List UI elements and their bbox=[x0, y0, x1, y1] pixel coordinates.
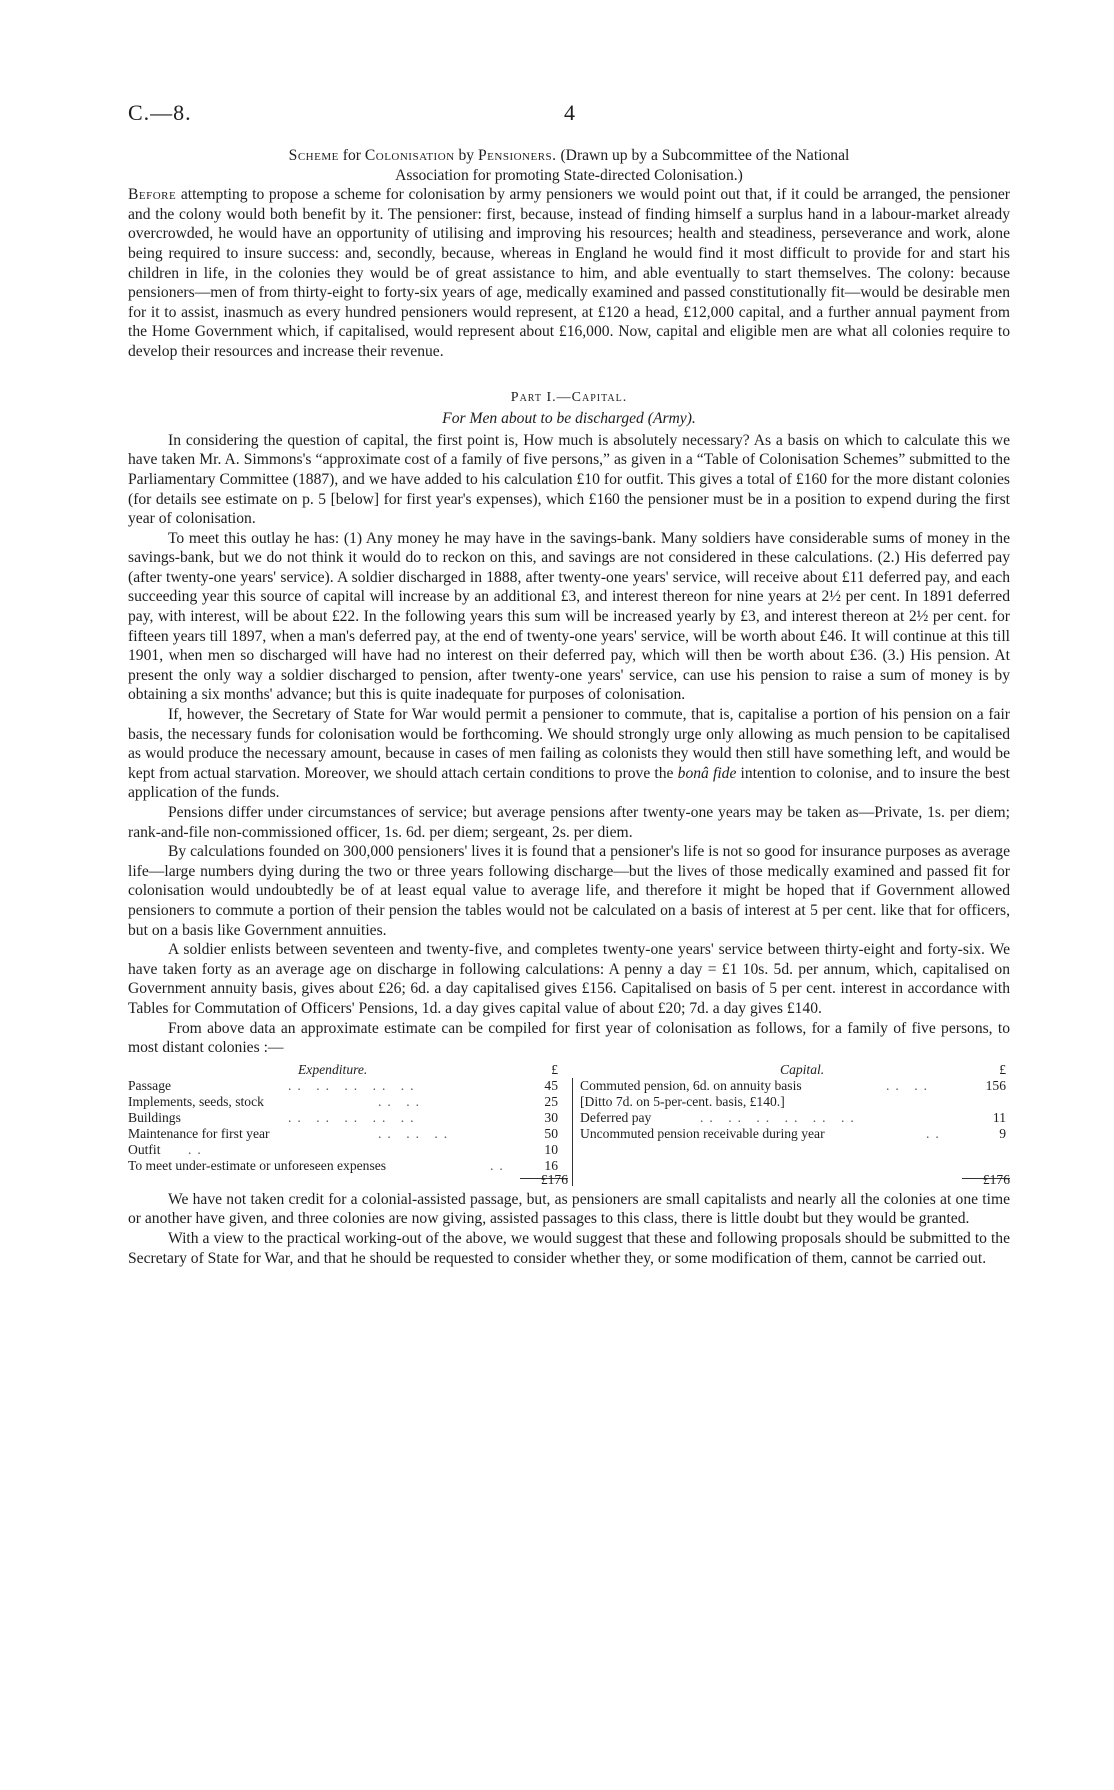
leader-dots: .. .. bbox=[378, 1093, 425, 1109]
capital-label: Deferred pay bbox=[580, 1109, 652, 1125]
expenditure-amount: 50 bbox=[544, 1125, 558, 1141]
intro-text: attempting to propose a scheme for colonisation by army pensioners we would point out that, if it could be arranged, the pensioner and the colony would both benefit by it. The pensioner: first, because, instead of finding himself a surplus hand in a labour-market already overcrowded, he would have an opportunity of utilising and improving his resources; health and steadiness, perseverance and work, alone being required to insure success: and, secondly, because, whereas in England he would find it most difficult to provide for and start his children in life, in the colonies they would be of great assistance to him, and able eventually to start themselves. The colony: because pensioners—men of from thirty-eight to forty-six years of age, medically examined and passed constitutionally fit—would be desirable men for it to assist, inasmuch as every hundred pensioners would represent, at £120 a head, £12,000 capital, and a further annual payment from the Home Government which, if capitalised, would represent about £16,000. Now, capital and eligible men are what all colonies require to develop their resources and increase their revenue. bbox=[128, 186, 1010, 360]
capital-row bbox=[580, 1078, 1010, 1094]
leader-dots: .. .. .. .. .. bbox=[288, 1109, 420, 1125]
expenditure-amount: 30 bbox=[544, 1109, 558, 1125]
commutation-text-a: If, however, the Secretary of State for War would permit a pensioner to commute, that is, capitalise a portion of his pension on a fair basis, the necessary funds for colonisation would be forthcoming. We should strongly urge only allowing as much pension to be capitalised as would produce the necessary amount, because in cases of men failing as colonists they would then still have something left, and would be kept from actual starvation. Moreover, we should attach certain conditions to prove the bbox=[128, 706, 1010, 782]
capital-amount: 156 bbox=[985, 1077, 1006, 1093]
capital-row bbox=[580, 1094, 1010, 1110]
commutation-italic: bonâ fide bbox=[677, 764, 737, 782]
paragraph-pension-rates: Pensions differ under circumstances of service; but average pensions after twenty-one years may be taken as—Private, 1s. per diem; rank-and-file non-commissioned officer, 1s. 6d. per diem; sergeant, 2s. per diem. bbox=[128, 804, 1010, 841]
leader-dots: .. .. bbox=[886, 1077, 933, 1093]
leader-dots: .. .. .. .. .. .. bbox=[700, 1109, 860, 1125]
expenditure-amount: 25 bbox=[544, 1093, 558, 1109]
capital-row bbox=[580, 1126, 1010, 1142]
commutation-text-b: intention to colonise, and to insure the best application of the funds. bbox=[128, 764, 1010, 802]
expenditure-row bbox=[128, 1126, 568, 1142]
expenditure-amount: 16 bbox=[544, 1157, 558, 1173]
intro-paragraph bbox=[128, 185, 1010, 361]
leader-dots: .. .. .. bbox=[378, 1125, 454, 1141]
paragraph-capital-needed: In considering the question of capital, the first point is, How much is absolutely necessary? As a basis on which to calculate this we have taken Mr. A. Simmons's “approximate cost of a family of five persons,” as given in a “Table of Colonisation Schemes” submitted to the Parliamentary Committee (1887), and we have added to his calculation £10 for outfit. This gives a total of £160 for the more distant colonies (for details see estimate on p. 5 [below] for first year's expenses), which £160 the pensioner must be in a position to expend during the first year of colonisation. bbox=[128, 431, 1010, 528]
expenditure-label: Maintenance for first year bbox=[128, 1125, 270, 1141]
document-body bbox=[128, 146, 1010, 1268]
paragraph-commutation bbox=[128, 705, 1010, 803]
paragraph-enlistment: A soldier enlists between seventeen and twenty-five, and completes twenty-one years' service between thirty-eight and forty-six. We have taken forty as an average age on discharge in following calculations: A penny a day = £1 10s. 5d. per annum, which, capitalised on Government annuity basis, gives about £26; 6d. a day capitalised gives £156. Capitalised on basis of 5 per cent. interest in accordance with Tables for Commutation of Officers' Pensions, 1d. a day gives capital value of about £20; 7d. a day gives £140. bbox=[128, 941, 1010, 1017]
capital-heading: Capital. bbox=[780, 1061, 825, 1077]
capital-label: Commuted pension, 6d. on annuity basis bbox=[580, 1077, 802, 1093]
leader-dots: .. bbox=[188, 1141, 207, 1157]
page-number: 4 bbox=[564, 100, 575, 125]
expenditure-row bbox=[128, 1094, 568, 1110]
intro-lead-word: Before bbox=[128, 186, 177, 204]
document-reference: C.—8. bbox=[128, 100, 192, 125]
expenditure-label: Buildings bbox=[128, 1109, 181, 1125]
leader-dots: .. bbox=[926, 1125, 945, 1141]
expenditure-label: Passage bbox=[128, 1077, 172, 1093]
expenditure-row bbox=[128, 1142, 568, 1158]
expenditure-amount: 45 bbox=[544, 1077, 558, 1093]
ledger-divider bbox=[572, 1078, 573, 1186]
title-word-scheme: Scheme bbox=[288, 147, 339, 164]
part-subheading: For Men about to be discharged (Army). bbox=[442, 410, 696, 428]
page-header bbox=[128, 100, 1008, 130]
leader-dots: .. .. .. .. .. bbox=[288, 1077, 420, 1093]
title-line1-rest: (Drawn up by a Subcommittee of the National bbox=[560, 147, 850, 164]
expenditure-row bbox=[128, 1110, 568, 1126]
paragraph-insurance: By calculations founded on 300,000 pensioners' lives it is found that a pensioner's life is not so good for insurance purposes as average life—large numbers dying during the two or three years following discharge—but the lives of those medically examined and passed fit for colonisation would undoubtedly be of at least equal value to average life, and therefore it might be hoped that if Government allowed pensioners to commute a portion of their pension the tables would not be calculated on a basis of interest at 5 per cent. like that for officers, but on a basis like Government annuities. bbox=[128, 843, 1010, 939]
capital-row bbox=[580, 1110, 1010, 1126]
capital-amount: 11 bbox=[992, 1109, 1006, 1125]
expenditure-total: £176 bbox=[540, 1171, 568, 1187]
expenditure-row bbox=[128, 1158, 568, 1174]
expenditure-amount: 10 bbox=[544, 1141, 558, 1157]
title-word-by: by bbox=[458, 147, 475, 164]
expenditure-currency: £ bbox=[551, 1061, 558, 1077]
expenditure-label: Outfit bbox=[128, 1141, 161, 1157]
title-word-pensioners: Pensioners. bbox=[478, 147, 557, 164]
scheme-title bbox=[128, 146, 1010, 185]
expenditure-label: Implements, seeds, stock bbox=[128, 1093, 264, 1109]
capital-amount: 9 bbox=[999, 1125, 1006, 1141]
paragraph-outlay-sources: To meet this outlay he has: (1) Any money he may have in the savings-bank. Many soldiers have considerable sums of money in the savings-bank, but we do not think it would do to reckon on this, and savings are not considered in these calculations. (2.) His deferred pay (after twenty-one years' service). A soldier discharged in 1888, after twenty-one years' service, will receive about £11 deferred pay, and each succeeding year this source of capital will increase by an additional £3, and interest thereon for nine years at 2½ per cent. In 1891 deferred pay, with interest, will be about £22. In the following years this sum will be increased yearly by £3, and interest thereon at 2½ per cent. for fifteen years till 1897, when a man's deferred pay, at the end of twenty-one years' service, will be worth about £46. It will continue at this till 1901, when men so discharged will have had no interest on their deferred pay, which will then be worth about £36. (3.) His pension. At present the only way a soldier discharged to pension, after twenty-one years' service, can use his pension to raise a sum of money is by obtaining a six months' advance; but this is quite inadequate for purposes of colonisation. bbox=[128, 529, 1010, 704]
paragraph-assisted-passage: We have not taken credit for a colonial-assisted passage, but, as pensioners are small capitalists and nearly all the colonies at one time or another have given, and three colonies are now giving, assisted passages to this class, there is little doubt but they would be granted. bbox=[128, 1190, 1010, 1228]
leader-dots: .. bbox=[490, 1157, 509, 1173]
title-word-for: for bbox=[342, 147, 361, 164]
capital-total: £176 bbox=[982, 1171, 1010, 1187]
expenditure-heading: Expenditure. bbox=[298, 1061, 368, 1077]
estimate-ledger bbox=[128, 1062, 1010, 1188]
expenditure-label: To meet under-estimate or unforeseen expenses bbox=[128, 1157, 387, 1173]
title-word-colonisation: Colonisation bbox=[364, 147, 455, 164]
title-line2: Association for promoting State-directed Colonisation.) bbox=[395, 166, 743, 184]
paragraph-proposal: With a view to the practical working-out of the above, we would suggest that these and following proposals should be submitted to the Secretary of State for War, and that he should be requested to consider whether they, or some modification of them, cannot be carried out. bbox=[128, 1229, 1010, 1267]
paragraph-estimate-intro: From above data an approximate estimate can be compiled for first year of colonisation as follows, for a family of five persons, to most distant colonies :— bbox=[128, 1019, 1010, 1057]
expenditure-row bbox=[128, 1078, 568, 1094]
capital-currency: £ bbox=[999, 1061, 1006, 1077]
part-heading: Part I.—Capital. bbox=[510, 389, 628, 405]
capital-label: [Ditto 7d. on 5-per-cent. basis, £140.] bbox=[580, 1093, 785, 1109]
capital-label: Uncommuted pension receivable during year bbox=[580, 1125, 825, 1141]
